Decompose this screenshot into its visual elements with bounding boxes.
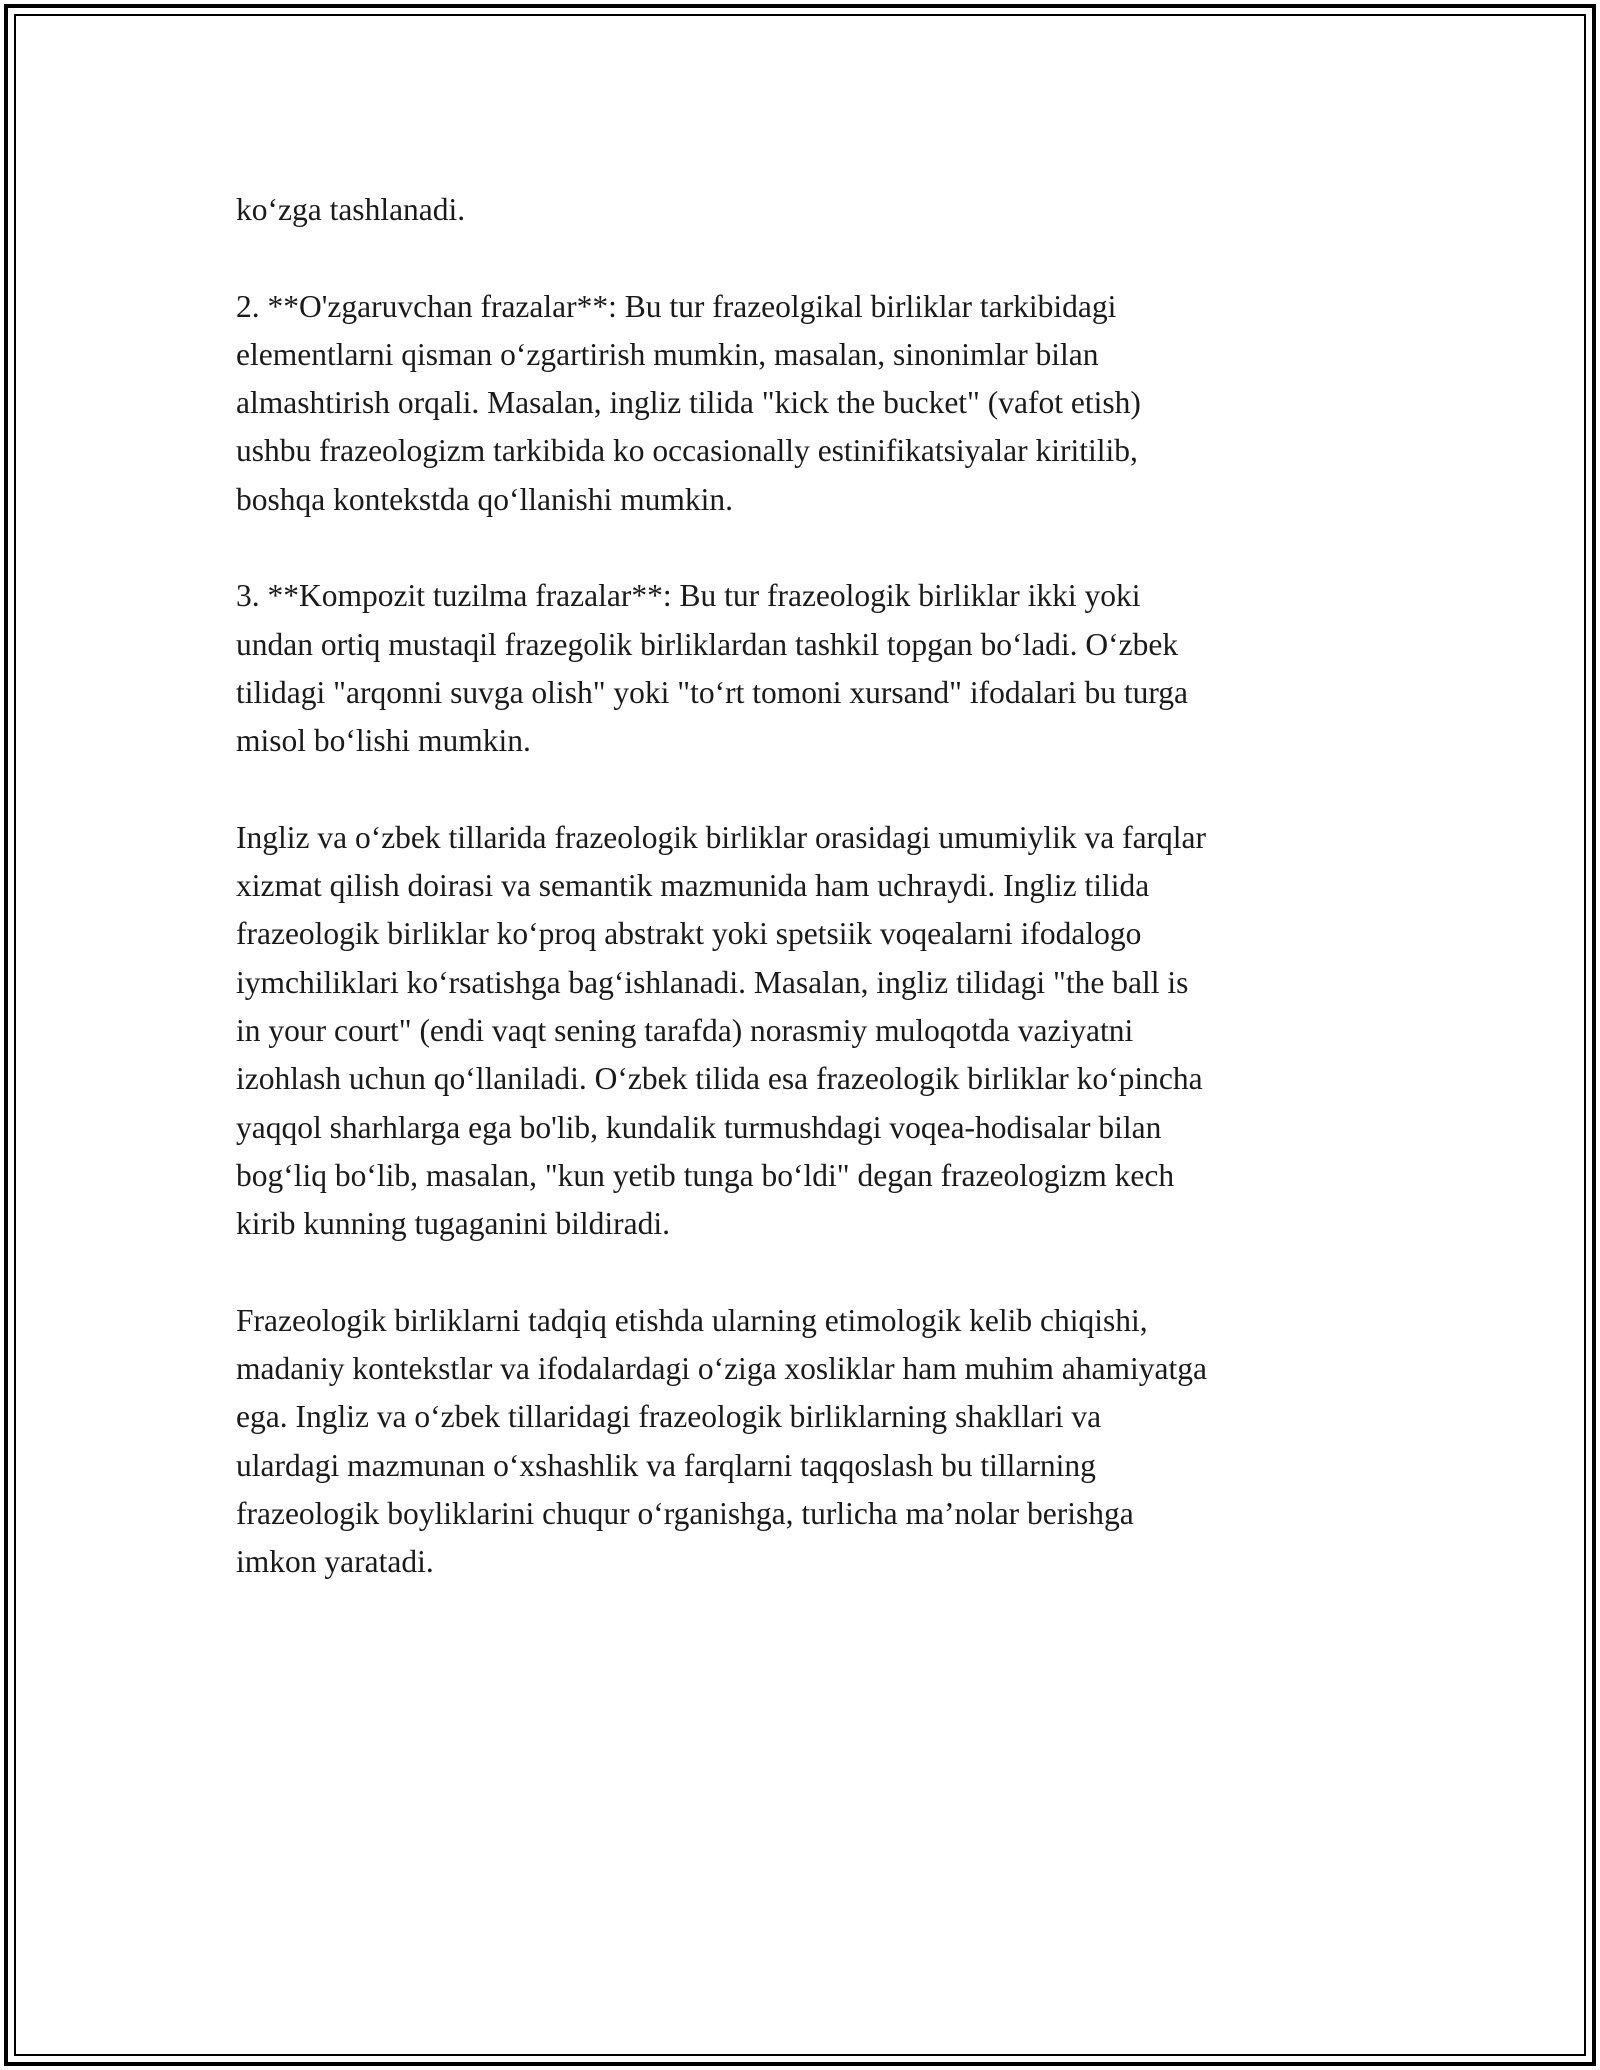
text-line: frazeologik birliklar ko‘proq abstrakt yoki spetsiik voqealarni ifodalogo [236, 916, 1142, 952]
paragraph-commonalities [236, 814, 1376, 1249]
text-line: Ingliz va o‘zbek tillarida frazeologik birliklar orasidagi umumiylik va farqlar [236, 819, 1207, 855]
text-line: iymchiliklari ko‘rsatishga bag‘ishlanadi. Masalan, ingliz tilidagi "the ball is [236, 964, 1189, 1000]
text-line: yaqqol sharhlarga ega bo'lib, kundalik turmushdagi voqea-hodisalar bilan [236, 1109, 1162, 1145]
text-line: ko‘zga tashlanadi. [236, 192, 466, 227]
text-line: Frazeologik birliklarni tadqiq etishda ularning etimologik kelib chiqishi, [236, 1302, 1148, 1338]
text-line: bog‘liq bo‘lib, masalan, "kun yetib tunga bo‘ldi" degan frazeologizm kech [236, 1157, 1175, 1193]
paragraph-continuation [236, 186, 1376, 234]
text-line: elementlarni qisman o‘zgartirish mumkin, masalan, sinonimlar bilan [236, 336, 1099, 372]
text-line: ushbu frazeologizm tarkibida ko occasionally estinifikatsiyalar kiritilib, [236, 433, 1138, 469]
text-line: madaniy kontekstlar va ifodalardagi o‘ziga xosliklar ham muhim ahamiyatga [236, 1351, 1207, 1387]
document-body [236, 186, 1376, 1635]
text-line: almashtirish orqali. Masalan, ingliz tilida "kick the bucket" (vafot etish) [236, 385, 1141, 421]
text-line: xizmat qilish doirasi va semantik mazmunida ham uchraydi. Ingliz tilida [236, 868, 1150, 904]
text-line: kirib kunning tugaganini bildiradi. [236, 1206, 670, 1242]
text-line: ulardagi mazmunan o‘xshashlik va farqlarni taqqoslash bu tillarning [236, 1447, 1096, 1483]
text-line: boshqa kontekstda qo‘llanishi mumkin. [236, 481, 733, 517]
text-line: 2. **O'zgaruvchan frazalar**: Bu tur frazeolgikal birliklar tarkibidagi [236, 288, 1117, 324]
text-line: izohlash uchun qo‘llaniladi. O‘zbek tilida esa frazeologik birliklar ko‘pincha [236, 1061, 1203, 1097]
text-line: 3. **Kompozit tuzilma frazalar**: Bu tur frazeologik birliklar ikki yoki [236, 578, 1141, 614]
text-line: misol bo‘lishi mumkin. [236, 723, 531, 759]
paragraph-composite-phrases [236, 572, 1376, 765]
paragraph-variable-phrases [236, 283, 1376, 524]
text-line: tilidagi "arqonni suvga olish" yoki "to‘rt tomoni xursand" ifodalari bu turga [236, 674, 1188, 710]
text-line: undan ortiq mustaqil frazegolik birliklardan tashkil topgan bo‘ladi. O‘zbek [236, 626, 1179, 662]
text-line: ega. Ingliz va o‘zbek tillaridagi frazeologik birliklarning shakllari va [236, 1399, 1102, 1435]
text-line: imkon yaratadi. [236, 1544, 434, 1580]
text-line: in your court" (endi vaqt sening tarafda) norasmiy muloqotda vaziyatni [236, 1013, 1134, 1049]
text-line: frazeologik boyliklarini chuqur o‘rganishga, turlicha ma’nolar berishga [236, 1496, 1134, 1532]
paragraph-research [236, 1297, 1376, 1587]
